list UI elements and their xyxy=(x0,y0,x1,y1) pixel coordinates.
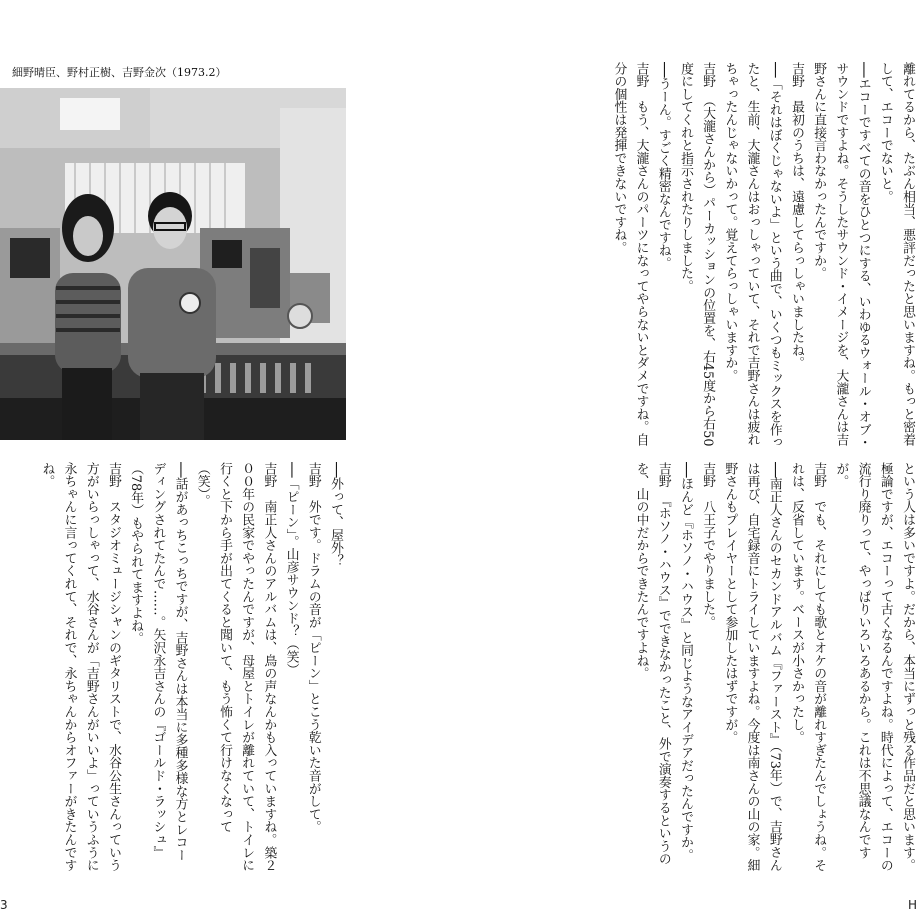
paragraph: ──エコーですべての音をひとつにする、いわゆるウォール・オブ・サウンドですよね。そうしたサウンド・イメージを、大瀧さんは吉野さんに直接言わなかったんですか。 xyxy=(811,62,871,449)
paragraph: ──外って、屋外？ xyxy=(328,462,343,568)
paragraph: という人は多いですよ。だから、本当にずっと残る作品だと思います。極論ですが、エコーって古くなるんですよね。時代によって、エコーの流行り廃りって、やっぱりいろいろあるから。これは不思議なんですが。 xyxy=(833,462,915,872)
page-number-left: 3 xyxy=(0,898,8,912)
paragraph: 吉野 でも、それにしても歌とオケの音が離れすぎたんでしょうね。それは、反省しています。ベースが小さかったし。 xyxy=(788,462,827,872)
paragraph: 吉野 八王子でやりました。 xyxy=(700,462,716,629)
page-number-right: H xyxy=(908,898,918,912)
right-lower-text xyxy=(568,462,918,872)
paragraph: 吉野 南正人さんのアルバムは、鳥の声なんかも入っていますね。築２００年の民家でやったんですが、母屋とトイレが離れていて、トイレに行くと下から手が出てくると聞いて、もう怖くて行けなくなって（笑）。 xyxy=(194,462,277,872)
paragraph: 離れてるから、たぶん相当、悪評だったと思いますね。もっと密着して、エコーでないと。 xyxy=(877,62,915,446)
paragraph: 吉野 『ホソノ・ハウス』でできなかったこと、外で演奏するというのを、山の中だからできたんですよね。 xyxy=(633,462,671,866)
paragraph: ──「ピーン」。山彦サウンド？（笑） xyxy=(283,462,299,676)
paragraph: ──話があっちこっちですが、吉野さんは本当に多種多様な方とレコーディングされてたんで……。矢沢永吉さんの『ゴールド・ラッシュ』（78年）もやられてますよね。 xyxy=(128,462,188,862)
paragraph: ──ほんど『ホソノ・ハウス』と同じようなアイデアだったんですか。 xyxy=(677,462,693,862)
paragraph: 吉野 外です。ドラムの音が「ピーン」とこう乾いた音がして。 xyxy=(305,462,321,834)
paragraph: ──「それはぼくじゃないよ」という曲で、いくつもミックスを作ったと、生前、大瀧さんはおっしゃっていて、それで吉野さんは疲れちゃったんじゃないかって。覚えてらっしゃいますか。 xyxy=(722,62,782,449)
paragraph: ──南正人さんのセカンドアルバム『ファースト』（73年）で、吉野さんは再び、自宅録音にトライしていますよね。今度は南さんの山の家。細野さんもプレイヤーとして参加したはずですが。 xyxy=(722,462,782,872)
left-lower-text xyxy=(0,462,346,872)
paragraph: ──うーん。すごく精密なんですね。 xyxy=(655,62,671,270)
studio-photo xyxy=(0,88,346,440)
paragraph: 吉野 スタジオミュージシャンのギタリストで、水谷公生さんっていう方がいらっしゃって、水谷さんが「吉野さんがいいよ」っていうふうに永ちゃんに言ってくれて、それで、永ちゃんからオファーがきたんですね。 xyxy=(39,462,121,872)
paragraph: 吉野 もう、大瀧さんのパーツになってやらないとダメですね。自分の個性は発揮できないですね。 xyxy=(611,62,649,446)
paragraph: 吉野 最初のうちは、遠慮してらっしゃいましたね。 xyxy=(788,62,804,370)
right-upper-text xyxy=(568,62,918,454)
paragraph: 吉野 （大瀧さんから）パーカッションの位置を、右45度から右50度にしてくれと指示されたりしました。 xyxy=(677,62,716,447)
photo-caption: 細野晴臣、野村正樹、吉野金次（1973.2） xyxy=(12,66,227,79)
